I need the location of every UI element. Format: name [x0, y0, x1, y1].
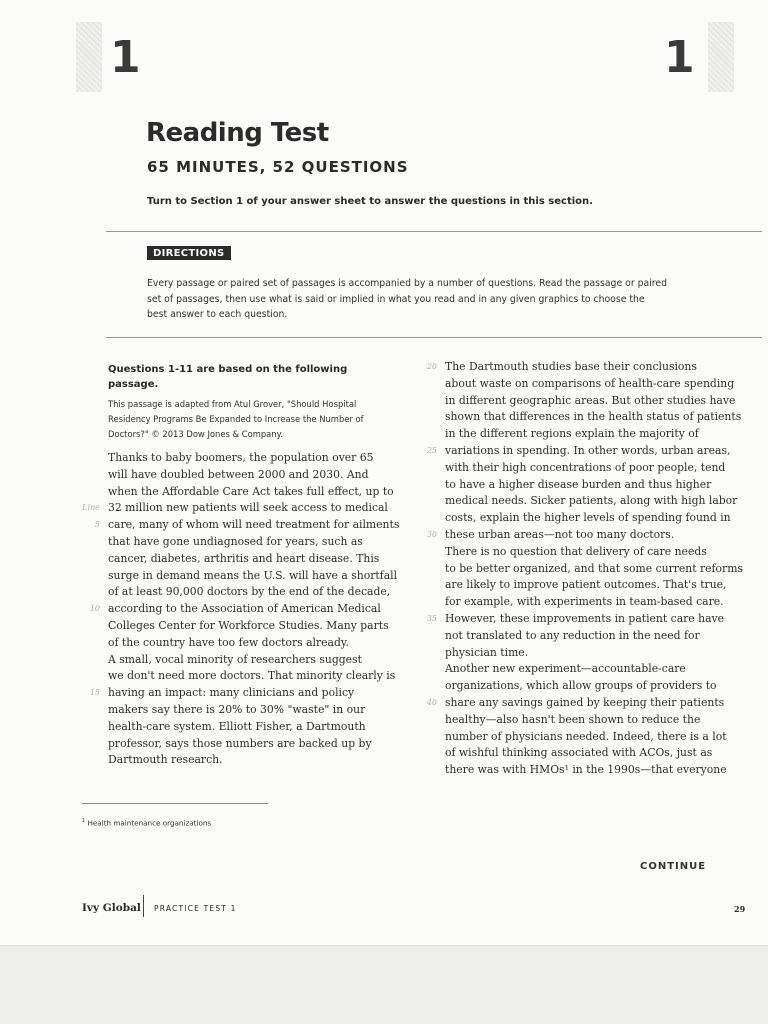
- line-text: Another new experiment—accountable-care: [445, 662, 686, 676]
- passage-line: [445, 645, 745, 662]
- line-text: to have a higher disease burden and thus higher: [445, 477, 712, 491]
- passage-line: [108, 736, 398, 753]
- passage-line: [108, 652, 398, 669]
- passage-line: [445, 594, 745, 611]
- line-text: 32 million new patients will seek access to medical: [108, 501, 388, 515]
- footer-test-label: PRACTICE TEST 1: [154, 904, 237, 913]
- questions-heading: Questions 1-11 are based on the following passage.: [108, 364, 348, 390]
- passage-line: [89, 601, 398, 618]
- passage-line: [445, 762, 745, 779]
- passage-line: [426, 443, 745, 460]
- passage-line: [445, 628, 745, 645]
- directions-text: Every passage or paired set of passages is accompanied by a number of questions. Read the passage or paired set of passages, then use what is said or implied in what you read and in any given graphics to choose the best answer to each question.: [147, 278, 668, 320]
- line-text: for example, with experiments in team-based care.: [445, 595, 724, 609]
- line-text: organizations, which allow groups of providers to: [445, 679, 717, 693]
- line-text: makers say there is 20% to 30% "waste" in our: [108, 702, 366, 716]
- passage-line: [108, 702, 398, 719]
- line-text: shown that differences in the health status of patients: [445, 410, 742, 424]
- line-text: Dartmouth research.: [108, 753, 223, 767]
- footnote: [82, 818, 211, 827]
- passage-line: [445, 493, 745, 510]
- line-text: will have doubled between 2000 and 2030. And: [108, 467, 369, 481]
- passage-line: [108, 635, 398, 652]
- passage-line: [445, 577, 745, 594]
- passage-line: [445, 729, 745, 746]
- line-text: of at least 90,000 doctors by the end of the decade,: [108, 585, 391, 599]
- line-text: there was with HMOs¹ in the 1990s—that everyone: [445, 763, 727, 777]
- line-text: in different geographic areas. But other studies have: [445, 393, 736, 407]
- passage-line: [94, 517, 400, 534]
- passage-line: [426, 611, 745, 628]
- passage-line: [445, 409, 745, 426]
- passage-line: [426, 359, 745, 376]
- passage-line: [445, 510, 745, 527]
- page-bottom-margin: [0, 945, 768, 1024]
- line-text: these urban areas—not too many doctors.: [445, 527, 675, 541]
- line-text: of wishful thinking associated with ACOs, just as: [445, 746, 713, 760]
- line-text: with their high concentrations of poor people, tend: [445, 460, 726, 474]
- line-text: when the Affordable Care Act takes full effect, up to: [108, 484, 394, 498]
- line-text: according to the Association of American Medical: [108, 602, 381, 616]
- passage-line: [445, 661, 745, 678]
- passage-line: [108, 568, 398, 585]
- passage-line: [445, 376, 745, 393]
- section-tab-left: [76, 22, 102, 92]
- passage-line: [108, 752, 398, 769]
- passage-line: [82, 500, 398, 517]
- line-text: that have gone undiagnosed for years, such as: [108, 534, 363, 548]
- passage-line: [108, 584, 398, 601]
- line-text: costs, explain the higher levels of spending found in: [445, 511, 731, 525]
- line-text: of the country have too few doctors already.: [108, 635, 349, 649]
- line-number: 30: [426, 529, 437, 539]
- passage-line: [108, 484, 398, 501]
- section-instruction: Turn to Section 1 of your answer sheet to answer the questions in this section.: [147, 196, 593, 207]
- passage-line: [108, 450, 398, 467]
- footnote-marker: 1: [82, 818, 86, 824]
- passage-line: [108, 719, 398, 736]
- passage-line: [89, 685, 398, 702]
- line-number: 25: [426, 445, 437, 455]
- line-text: There is no question that delivery of care needs: [445, 544, 707, 558]
- line-text: healthy—also hasn't been shown to reduce the: [445, 712, 701, 726]
- line-text: variations in spending. In other words, urban areas,: [445, 443, 731, 457]
- line-text: health-care system. Elliott Fisher, a Dartmouth: [108, 719, 366, 733]
- line-text: to be better organized, and that some current reforms: [445, 561, 743, 575]
- line-number: Line: [82, 503, 100, 513]
- divider-bottom: [106, 337, 762, 338]
- line-text: physician time.: [445, 645, 529, 659]
- passage-source-note: This passage is adapted from Atul Grover, "Should Hospital Residency Programs Be Expanded to Increase the Number of Doctors?" © 2013 Dow Jones & Company.: [108, 399, 364, 439]
- directions-badge: DIRECTIONS: [147, 246, 231, 260]
- passage-line: [445, 678, 745, 695]
- passage-line: [445, 460, 745, 477]
- line-text: Thanks to baby boomers, the population over 65: [108, 451, 374, 464]
- line-number: 20: [426, 362, 437, 371]
- line-text: cancer, diabetes, arthritis and heart disease. This: [108, 551, 380, 565]
- line-text: The Dartmouth studies base their conclusions: [445, 360, 697, 373]
- line-text: are likely to improve patient outcomes. That's true,: [445, 578, 727, 592]
- line-number: 5: [94, 520, 100, 530]
- line-text: surge in demand means the U.S. will have a shortfall: [108, 568, 398, 582]
- section-number-left: 1: [110, 32, 141, 83]
- page-subtitle: 65 MINUTES, 52 QUESTIONS: [147, 158, 409, 176]
- line-text: medical needs. Sicker patients, along with high labor: [445, 494, 738, 508]
- line-text: not translated to any reduction in the need for: [445, 628, 700, 642]
- passage-line: [426, 527, 745, 544]
- page-number: 29: [734, 904, 746, 914]
- footer-divider: [143, 895, 144, 917]
- passage-line: [108, 668, 398, 685]
- page-title: Reading Test: [146, 118, 329, 148]
- line-text: share any savings gained by keeping their patients: [445, 695, 725, 709]
- divider-top: [106, 231, 762, 232]
- line-text: number of physicians needed. Indeed, there is a lot: [445, 729, 727, 743]
- line-number: 15: [89, 688, 100, 698]
- passage-column-left: [82, 450, 400, 769]
- passage-line: [445, 426, 745, 443]
- line-text: having an impact: many clinicians and policy: [108, 686, 355, 700]
- section-number-right: 1: [664, 32, 695, 83]
- line-text: However, these improvements in patient care have: [445, 611, 725, 625]
- line-text: professor, says those numbers are backed up by: [108, 736, 372, 750]
- passage-line: [445, 477, 745, 494]
- line-text: we don't need more doctors. That minority clearly is: [108, 669, 396, 683]
- line-text: in the different regions explain the majority of: [445, 427, 699, 441]
- continue-label: CONTINUE: [640, 861, 707, 872]
- passage-line: [445, 544, 745, 561]
- line-text: care, many of whom will need treatment for ailments: [108, 518, 400, 532]
- line-number: 10: [89, 604, 100, 614]
- passage-line: [108, 534, 398, 551]
- passage-line: [108, 618, 398, 635]
- passage-line: [108, 467, 398, 484]
- passage-line: [445, 745, 745, 762]
- footer-brand: Ivy Global: [82, 902, 141, 914]
- line-text: about waste on comparisons of health-care spending: [445, 376, 735, 390]
- footnote-text: Health maintenance organizations: [87, 818, 212, 828]
- passage-line: [445, 561, 745, 578]
- passage-column-right: [426, 359, 745, 779]
- passage-line: [426, 695, 745, 712]
- line-text: A small, vocal minority of researchers suggest: [108, 652, 362, 666]
- passage-line: [108, 551, 398, 568]
- footnote-rule: [82, 803, 268, 804]
- section-tab-right: [708, 22, 734, 92]
- passage-line: [445, 393, 745, 410]
- line-text: Colleges Center for Workforce Studies. Many parts: [108, 618, 389, 632]
- passage-line: [445, 712, 745, 729]
- line-number: 35: [426, 613, 437, 623]
- line-number: 40: [426, 697, 437, 707]
